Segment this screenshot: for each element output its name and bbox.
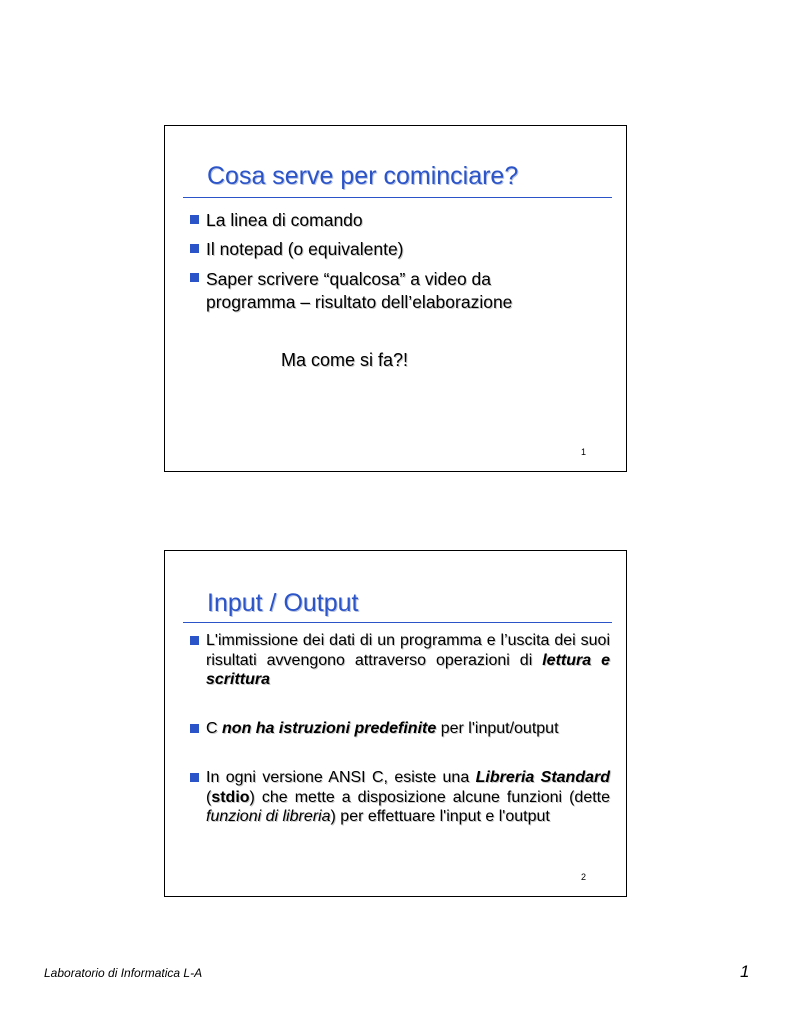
slide-1-bullet: Il notepad (o equivalente)	[189, 239, 610, 259]
square-bullet-icon	[190, 773, 199, 782]
slide-2-bullet: In ogni versione ANSI C, esiste una Libreria Standard (stdio) che mette a disposizione alcune funzioni (dette funzioni di libreria) per effettuare l'input e l'output	[189, 768, 610, 827]
footer-course-label: Laboratorio di Informatica L-A	[44, 966, 203, 980]
slide-1-number: 1	[580, 447, 586, 457]
slide-1-bullet-list	[189, 210, 610, 314]
slide-1-title-rule	[183, 197, 612, 198]
slide-2-bullet: L'immissione dei dati di un programma e l’uscita dei suoi risultati avvengono attraverso operazioni di lettura e scrittura	[189, 631, 610, 690]
square-bullet-icon	[190, 724, 199, 733]
square-bullet-icon	[190, 215, 199, 224]
slide-1	[164, 125, 627, 472]
square-bullet-icon	[190, 273, 199, 282]
square-bullet-icon	[190, 636, 199, 645]
slide-2-title-rule	[183, 622, 612, 623]
slide-2-number: 2	[580, 872, 586, 882]
slide-2-bullet: C non ha istruzioni predefinite per l'input/output	[189, 719, 610, 739]
slide-2	[164, 550, 627, 897]
slide-2-bullet-list	[189, 631, 610, 827]
page-number: 1	[740, 962, 750, 981]
slide-1-bullet: Saper scrivere “qualcosa” a video da programma – risultato dell’elaborazione	[189, 268, 566, 314]
slide-2-title: Input / Output	[207, 589, 359, 617]
slide-1-bullet: La linea di comando	[189, 210, 610, 230]
slide-1-title: Cosa serve per cominciare?	[207, 162, 519, 190]
square-bullet-icon	[190, 244, 199, 253]
slide-1-note: Ma come si fa?!	[281, 350, 409, 370]
